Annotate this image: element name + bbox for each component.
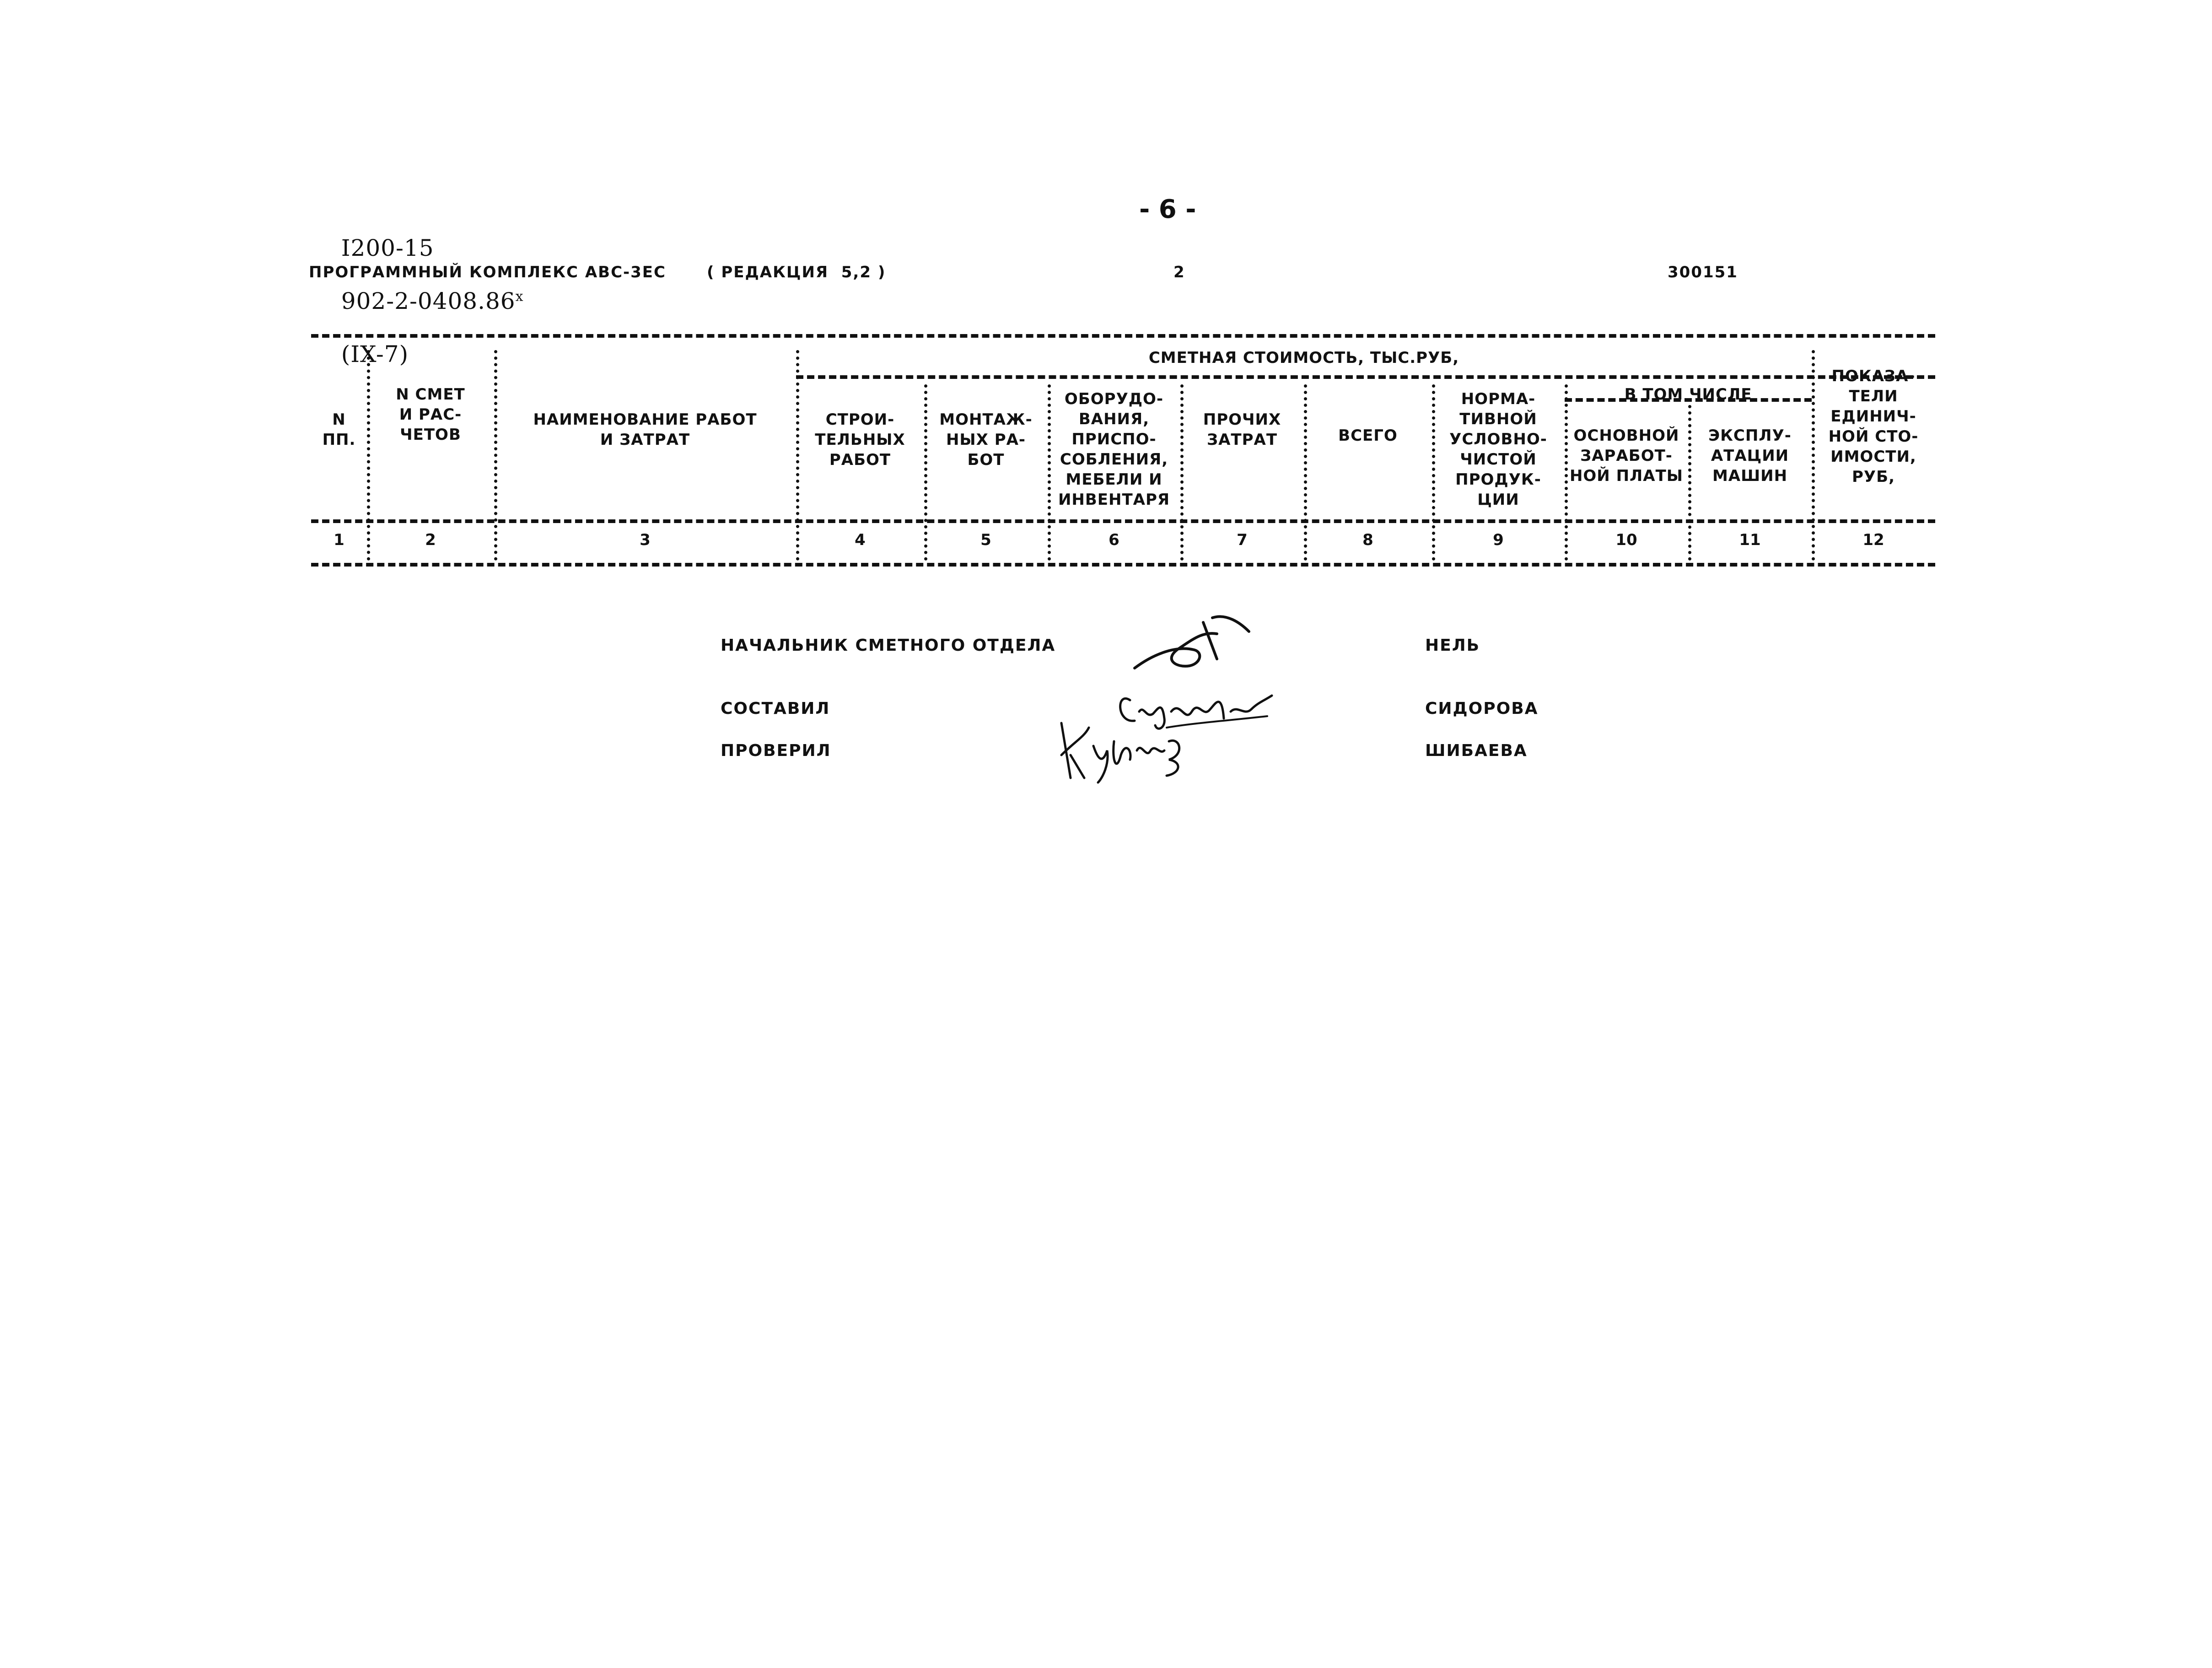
program-edition: ( РЕДАКЦИЯ 5,2 ) — [707, 263, 886, 281]
stamp-code: I200-15 — [341, 235, 434, 261]
subgroup-header-including: В ТОМ ЧИСЛЕ — [1624, 385, 1752, 404]
col-header-1: N ПП. — [322, 410, 356, 449]
document-code: 300151 — [1668, 263, 1738, 281]
sig-name-composed: СИДОРОВА — [1425, 699, 1539, 718]
col-number-8: 8 — [1362, 531, 1373, 549]
stamp-section: (IX-7) — [341, 341, 409, 367]
col-number-10: 10 — [1615, 531, 1637, 549]
col-number-6: 6 — [1109, 531, 1119, 549]
col-number-5: 5 — [980, 531, 991, 549]
col-number-9: 9 — [1493, 531, 1504, 549]
col-header-2: N СМЕТ И РАС- ЧЕТОВ — [396, 385, 465, 444]
col-divider — [494, 350, 497, 561]
stamp-doc-number: 902-2-0408.86 — [341, 288, 516, 314]
page-number: - 6 - — [1139, 194, 1196, 224]
group-header-estimate-cost: СМЕТНАЯ СТОИМОСТЬ, ТЫС.РУБ, — [1148, 349, 1459, 367]
col-header-12: ПОКАЗА- ТЕЛИ ЕДИНИЧ- НОЙ СТО- ИМОСТИ, РУБ, — [1828, 367, 1919, 486]
col-header-9: НОРМА- ТИВНОЙ УСЛОВНО- ЧИСТОЙ ПРОДУК- ЦИИ — [1449, 390, 1547, 509]
sig-role-composed: СОСТАВИЛ — [721, 699, 830, 718]
col-header-8: ВСЕГО — [1338, 426, 1398, 445]
col-header-3: НАИМЕНОВАНИЕ РАБОТ И ЗАТРАТ — [533, 410, 757, 449]
col-divider — [367, 350, 370, 561]
col-header-11: ЭКСПЛУ- АТАЦИИ МАШИН — [1708, 426, 1792, 485]
col-number-1: 1 — [334, 531, 344, 549]
sig-role-checked: ПРОВЕРИЛ — [721, 741, 831, 760]
col-number-4: 4 — [855, 531, 866, 549]
col-number-11: 11 — [1739, 531, 1761, 549]
col-header-7: ПРОЧИХ ЗАТРАТ — [1203, 410, 1281, 449]
col-header-6: ОБОРУДО- ВАНИЯ, ПРИСПО- СОБЛЕНИЯ, МЕБЕЛИ И ИНВЕНТАРЯ — [1058, 390, 1170, 509]
col-number-2: 2 — [425, 531, 436, 549]
table-top-rule — [311, 334, 1935, 338]
col-header-5: МОНТАЖ- НЫХ РА- БОТ — [939, 410, 1033, 469]
col-header-4: СТРОИ- ТЕЛЬНЫХ РАБОТ — [815, 410, 905, 469]
sig-name-head: НЕЛЬ — [1425, 636, 1480, 655]
group-rule — [796, 375, 1935, 379]
col-number-12: 12 — [1862, 531, 1884, 549]
table-bottom-rule — [311, 563, 1935, 567]
col-number-7: 7 — [1237, 531, 1248, 549]
sig-name-checked: ШИБАЕВА — [1425, 741, 1528, 760]
signature-checked-image — [1052, 709, 1199, 787]
col-number-3: 3 — [640, 531, 651, 549]
estimate-table — [311, 329, 1935, 567]
program-name: ПРОГРАММНЫЙ КОМПЛЕКС АВС-3ЕС — [309, 263, 666, 281]
header-bottom-rule — [311, 519, 1935, 523]
col-header-10: ОСНОВНОЙ ЗАРАБОТ- НОЙ ПЛАТЫ — [1569, 426, 1684, 485]
stamp-doc-sup: х — [515, 288, 524, 305]
sheet-number: 2 — [1173, 263, 1185, 281]
sig-role-head: НАЧАЛЬНИК СМЕТНОГО ОТДЕЛА — [721, 636, 1056, 655]
